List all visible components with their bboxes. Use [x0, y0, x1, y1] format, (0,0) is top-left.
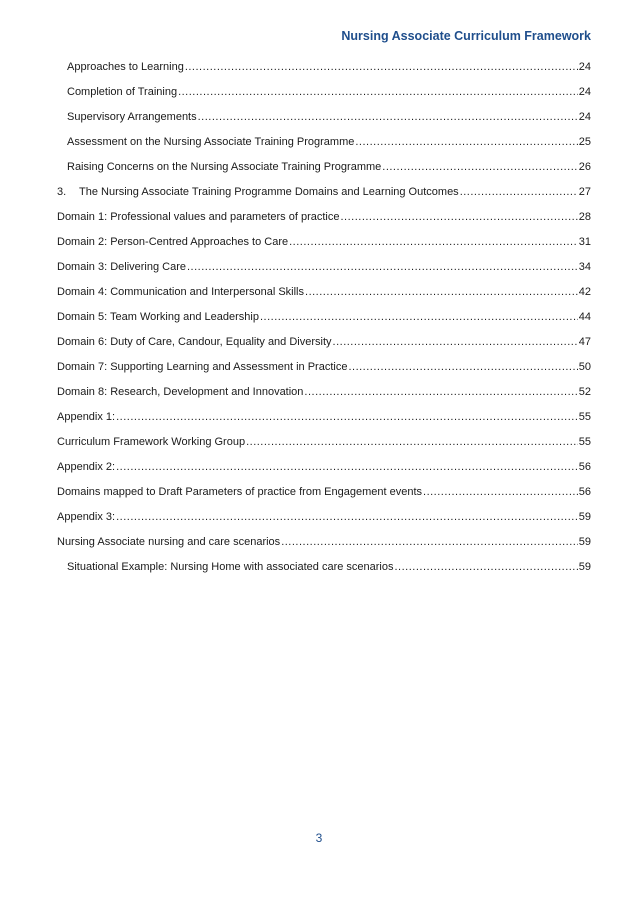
- toc-entry-page: 24: [578, 111, 591, 123]
- toc-entry-title: Domains mapped to Draft Parameters of practice from Engagement events: [57, 486, 423, 498]
- toc-entry[interactable]: [57, 535, 591, 560]
- page-number: 3: [315, 831, 323, 845]
- toc-entry-page: 42: [578, 286, 591, 298]
- toc-entry-title: Appendix 1:: [57, 411, 116, 423]
- dot-leader: [289, 235, 578, 249]
- toc-entry-title: Domain 4: Communication and Interpersonal Skills: [57, 286, 305, 298]
- dot-leader: [395, 560, 578, 574]
- toc-entry[interactable]: [57, 85, 591, 110]
- toc-entry-page: 44: [578, 311, 591, 323]
- toc-entry-page: 26: [578, 161, 591, 173]
- toc-entry-page: 59: [578, 561, 591, 573]
- toc-entry-title: Domain 7: Supporting Learning and Assessment in Practice: [57, 361, 348, 373]
- toc-entry-title: Appendix 2:: [57, 461, 116, 473]
- toc-entry-title: Domain 5: Team Working and Leadership: [57, 311, 259, 323]
- toc-entry-page: 34: [578, 261, 591, 273]
- toc-entry-title: Approaches to Learning: [67, 61, 184, 73]
- dot-leader: [281, 535, 578, 549]
- toc-entry-title: Domain 2: Person-Centred Approaches to Care: [57, 236, 289, 248]
- toc-entry-page: 31: [578, 236, 591, 248]
- toc-entry[interactable]: [57, 335, 591, 360]
- dot-leader: [116, 410, 578, 424]
- dot-leader: [460, 185, 578, 199]
- dot-leader: [304, 385, 577, 399]
- toc-entry-title: Domain 1: Professional values and parameters of practice: [57, 211, 340, 223]
- toc-entry-title: Appendix 3:: [57, 511, 116, 523]
- toc-entry[interactable]: [57, 210, 591, 235]
- dot-leader: [260, 310, 578, 324]
- toc-section-number: 3.: [57, 186, 67, 198]
- toc-entry-page: 24: [578, 86, 591, 98]
- toc-entry[interactable]: [57, 185, 591, 210]
- toc-entry-title: The Nursing Associate Training Programme Domains and Learning Outcomes: [79, 186, 459, 198]
- dot-leader: [198, 110, 578, 124]
- toc-entry-page: 55: [578, 411, 591, 423]
- toc-entry[interactable]: [57, 410, 591, 435]
- toc-entry-page: 52: [578, 386, 591, 398]
- toc-entry[interactable]: [57, 285, 591, 310]
- toc-entry-title: Completion of Training: [67, 86, 178, 98]
- toc-entry[interactable]: [57, 560, 591, 585]
- toc-entry-title: Assessment on the Nursing Associate Training Programme: [67, 136, 355, 148]
- toc-entry-page: 27: [578, 186, 591, 198]
- toc-entry-title: Domain 3: Delivering Care: [57, 261, 186, 273]
- page-header-title: Nursing Associate Curriculum Framework: [341, 29, 591, 43]
- toc-entry-page: 55: [578, 436, 591, 448]
- toc-entry-page: 24: [578, 61, 591, 73]
- dot-leader: [116, 510, 578, 524]
- dot-leader: [423, 485, 578, 499]
- toc-entry[interactable]: [57, 235, 591, 260]
- dot-leader: [178, 85, 578, 99]
- toc-entry[interactable]: [57, 310, 591, 335]
- toc-entry-title: Supervisory Arrangements: [67, 111, 197, 123]
- toc-entry[interactable]: [57, 360, 591, 385]
- toc-entry[interactable]: [57, 435, 591, 460]
- dot-leader: [355, 135, 577, 149]
- toc-entry-page: 25: [578, 136, 591, 148]
- dot-leader: [187, 260, 578, 274]
- toc-entry-title: Situational Example: Nursing Home with associated care scenarios: [67, 561, 394, 573]
- toc-entry-title: Raising Concerns on the Nursing Associate Training Programme: [67, 161, 382, 173]
- toc-entry[interactable]: [57, 110, 591, 135]
- toc-entry[interactable]: [57, 260, 591, 285]
- dot-leader: [246, 435, 578, 449]
- dot-leader: [333, 335, 578, 349]
- dot-leader: [348, 360, 577, 374]
- toc-entry-page: 47: [578, 336, 591, 348]
- toc-entry-page: 59: [578, 536, 591, 548]
- dot-leader: [382, 160, 577, 174]
- toc-entry-page: 28: [578, 211, 591, 223]
- toc-entry-page: 50: [578, 361, 591, 373]
- toc-entry[interactable]: [57, 135, 591, 160]
- toc-entry-page: 56: [578, 461, 591, 473]
- dot-leader: [185, 60, 578, 74]
- toc-entry[interactable]: [57, 160, 591, 185]
- dot-leader: [340, 210, 577, 224]
- table-of-contents: [57, 60, 591, 585]
- toc-entry[interactable]: [57, 460, 591, 485]
- toc-entry[interactable]: [57, 385, 591, 410]
- toc-entry[interactable]: [57, 60, 591, 85]
- toc-entry-page: 56: [578, 486, 591, 498]
- toc-entry[interactable]: [57, 510, 591, 535]
- toc-entry-title: Curriculum Framework Working Group: [57, 436, 246, 448]
- toc-entry-title: Domain 6: Duty of Care, Candour, Equality and Diversity: [57, 336, 332, 348]
- toc-entry-title: Nursing Associate nursing and care scenarios: [57, 536, 281, 548]
- toc-entry-page: 59: [578, 511, 591, 523]
- toc-entry-title: Domain 8: Research, Development and Innovation: [57, 386, 304, 398]
- dot-leader: [305, 285, 578, 299]
- toc-entry[interactable]: [57, 485, 591, 510]
- dot-leader: [116, 460, 578, 474]
